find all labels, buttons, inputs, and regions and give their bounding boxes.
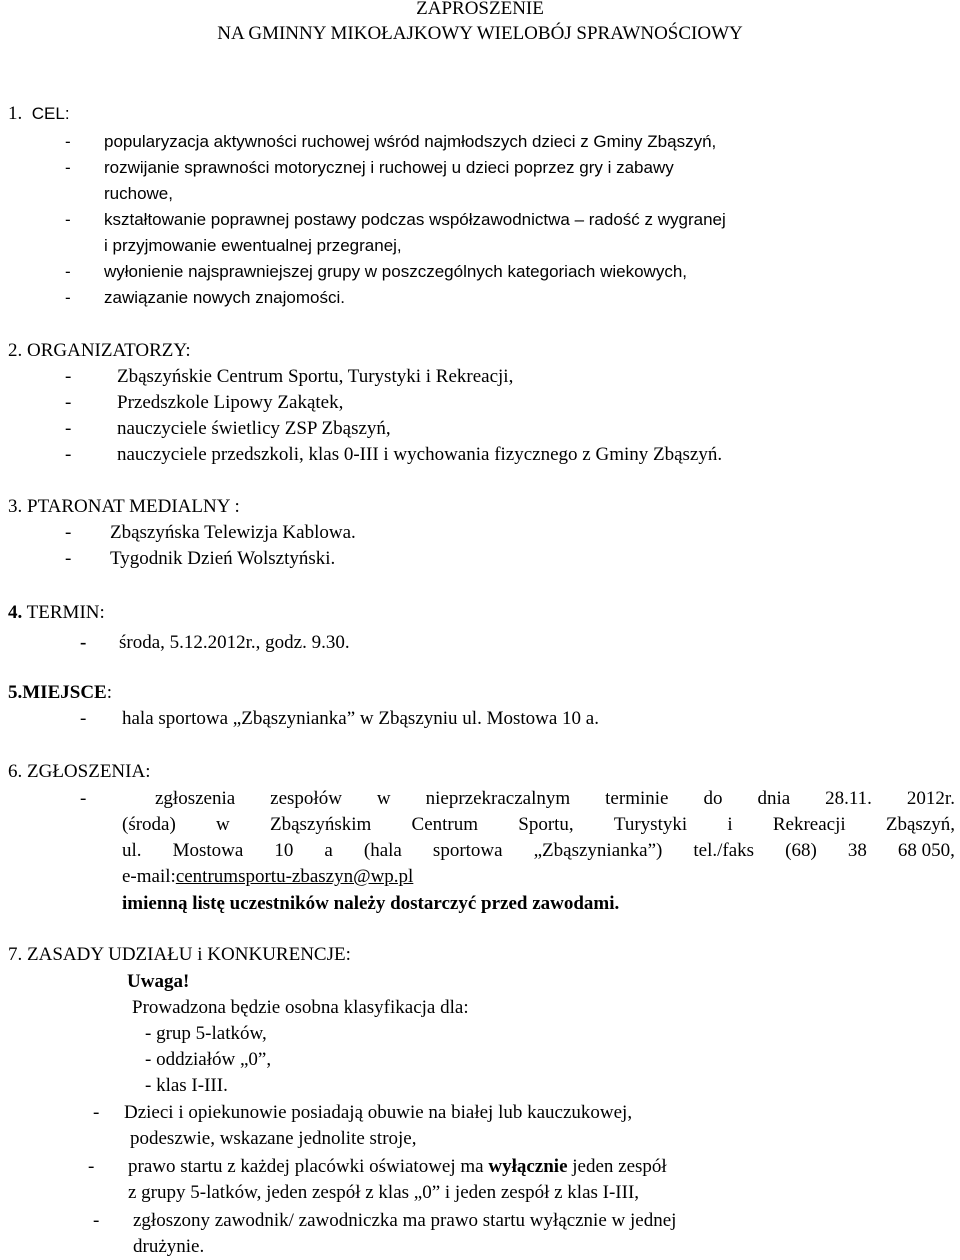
bullet-dash: - bbox=[65, 392, 72, 413]
word: 10 bbox=[274, 840, 294, 861]
word: zgłoszenia bbox=[155, 788, 236, 809]
word: Centrum bbox=[411, 814, 479, 835]
word: dnia bbox=[757, 788, 791, 809]
word: 28.11. bbox=[825, 788, 872, 809]
classification-intro: Prowadzona będzie osobna klasyfikacja dla: bbox=[132, 997, 469, 1018]
bullet-dash: - bbox=[93, 1102, 100, 1123]
list-item: Zbąszyńskie Centrum Sportu, Turystyki i Rekreacji, bbox=[117, 366, 514, 387]
bullet-dash: - bbox=[65, 132, 71, 151]
section-colon: : bbox=[99, 602, 105, 623]
word: (68) bbox=[785, 840, 817, 861]
bullet-dash: - bbox=[80, 708, 87, 729]
section-5-heading bbox=[8, 680, 112, 706]
list-item: popularyzacja aktywności ruchowej wśród najmłodszych dzieci z Gminy Zbąszyń, bbox=[104, 132, 717, 151]
classification-item: - klas I-III. bbox=[145, 1075, 228, 1096]
bullet-dash: - bbox=[65, 210, 71, 229]
list-item: i przyjmowanie ewentualnej przegranej, bbox=[104, 236, 402, 255]
section-title: .MIEJSCE bbox=[17, 682, 107, 703]
word: 38 bbox=[847, 840, 867, 861]
section-title: ORGANIZATORZY: bbox=[27, 340, 191, 361]
bullet-dash: - bbox=[80, 632, 87, 653]
section-title: CEL: bbox=[31, 104, 70, 123]
word: zespołów bbox=[270, 788, 342, 809]
word: tel./faks bbox=[693, 840, 755, 861]
list-item: ruchowe, bbox=[104, 184, 173, 203]
section-number: 5 bbox=[8, 682, 18, 703]
rule-item: Dzieci i opiekunowie posiadają obuwie na białej lub kauczukowej, bbox=[124, 1102, 633, 1123]
participants-list-note: imienną listę uczestników należy dostarczyć przed zawodami. bbox=[122, 893, 620, 914]
word: Turystyki bbox=[613, 814, 688, 835]
word: nieprzekraczalnym bbox=[425, 788, 571, 809]
bullet-dash: - bbox=[93, 1210, 100, 1231]
bullet-dash: - bbox=[65, 158, 71, 177]
section-title: TERMIN bbox=[26, 602, 100, 623]
list-item: hala sportowa „Zbąszynianka” w Zbąszyniu ul. Mostowa 10 a. bbox=[122, 708, 599, 729]
list-item: środa, 5.12.2012r., godz. 9.30. bbox=[119, 632, 350, 653]
word: (środa) bbox=[122, 814, 176, 835]
section-6-heading bbox=[8, 759, 150, 785]
email-line bbox=[122, 864, 413, 890]
rule-item: zgłoszony zawodnik/ zawodniczka ma prawo startu wyłącznie w jednej bbox=[133, 1210, 677, 1231]
rule-item bbox=[128, 1154, 667, 1180]
rule-emphasis: wyłącznie bbox=[488, 1156, 568, 1177]
word: do bbox=[703, 788, 723, 809]
section-7-heading bbox=[8, 942, 351, 968]
list-item: kształtowanie poprawnej postawy podczas współzawodnictwa – radość z wygranej bbox=[104, 210, 726, 229]
bullet-dash: - bbox=[80, 788, 87, 809]
word: Zbąszyńskim bbox=[269, 814, 372, 835]
list-item: Tygodnik Dzień Wolsztyński. bbox=[110, 548, 336, 569]
word: ul. bbox=[122, 840, 142, 861]
section-title: ZGŁOSZENIA: bbox=[27, 761, 151, 782]
classification-item: - oddziałów „0”, bbox=[145, 1049, 272, 1070]
section-4-heading bbox=[8, 600, 105, 626]
section-title: ZASADY UDZIAŁU i KONKURENCJE bbox=[27, 944, 346, 965]
bullet-dash: - bbox=[88, 1156, 95, 1177]
word: Rekreacji bbox=[772, 814, 846, 835]
word: w bbox=[376, 788, 391, 809]
email-prefix: e-mail: bbox=[122, 866, 176, 887]
bullet-dash: - bbox=[65, 366, 72, 387]
list-item: rozwijanie sprawności motorycznej i ruchowej u dzieci poprzez gry i zabawy bbox=[104, 158, 674, 177]
registration-line-2 bbox=[122, 812, 955, 838]
bullet-dash: - bbox=[65, 522, 72, 543]
section-number: 1. bbox=[8, 103, 23, 124]
list-item: nauczyciele świetlicy ZSP Zbąszyń, bbox=[117, 418, 391, 439]
section-colon: : bbox=[345, 944, 351, 965]
rule-item-continued: drużynie. bbox=[133, 1236, 205, 1257]
section-1-heading bbox=[8, 101, 70, 127]
section-title: PTARONAT MEDIALNY : bbox=[27, 496, 240, 517]
word: (hala bbox=[363, 840, 402, 861]
word: Sportu, bbox=[518, 814, 574, 835]
bullet-dash: - bbox=[65, 262, 71, 281]
section-number: 2. bbox=[8, 340, 23, 361]
section-number: 7. bbox=[8, 944, 23, 965]
title-line-2: NA GMINNY MIKOŁAJKOWY WIELOBÓJ SPRAWNOŚCIOWY bbox=[217, 23, 743, 44]
email-link[interactable]: centrumsportu-zbaszyn@wp.pl bbox=[175, 866, 414, 887]
word: 68 050, bbox=[897, 840, 955, 861]
rule-item-continued: podeszwie, wskazane jednolite stroje, bbox=[130, 1128, 417, 1149]
word: a bbox=[324, 840, 333, 861]
section-number: 4. bbox=[8, 602, 23, 623]
title-line-1: ZAPROSZENIE bbox=[416, 0, 544, 19]
registration-line-1 bbox=[155, 786, 955, 812]
rule-item-continued: z grupy 5-latków, jeden zespół z klas „0” i jeden zespół z klas I-III, bbox=[128, 1182, 640, 1203]
list-item: nauczyciele przedszkoli, klas 0-III i wychowania fizycznego z Gminy Zbąszyń. bbox=[117, 444, 723, 465]
list-item: zawiązanie nowych znajomości. bbox=[104, 288, 345, 307]
word: 2012r. bbox=[906, 788, 955, 809]
section-2-heading bbox=[8, 338, 191, 364]
word: w bbox=[216, 814, 230, 835]
word: sportowa bbox=[432, 840, 503, 861]
bullet-dash: - bbox=[65, 288, 71, 307]
section-3-heading bbox=[8, 494, 240, 520]
list-item: Zbąszyńska Telewizja Kablowa. bbox=[110, 522, 356, 543]
list-item: Przedszkole Lipowy Zakątek, bbox=[117, 392, 344, 413]
word: Zbąszyń, bbox=[885, 814, 955, 835]
classification-item: - grup 5-latków, bbox=[145, 1023, 267, 1044]
section-number: 6. bbox=[8, 761, 23, 782]
word: „Zbąszynianka”) bbox=[533, 840, 663, 861]
word: Mostowa bbox=[172, 840, 244, 861]
rule-text: prawo startu z każdej placówki oświatowej ma bbox=[128, 1156, 489, 1177]
word: i bbox=[727, 814, 733, 835]
word: terminie bbox=[605, 788, 669, 809]
bullet-dash: - bbox=[65, 548, 72, 569]
registration-line-3 bbox=[122, 838, 955, 864]
bullet-dash: - bbox=[65, 418, 72, 439]
list-item: wyłonienie najsprawniejszej grupy w poszczególnych kategoriach wiekowych, bbox=[104, 262, 688, 281]
bullet-dash: - bbox=[65, 444, 72, 465]
section-number: 3. bbox=[8, 496, 23, 517]
rule-text: jeden zespół bbox=[567, 1156, 667, 1177]
section-colon: : bbox=[106, 682, 112, 703]
warning-label: Uwaga! bbox=[127, 971, 190, 992]
